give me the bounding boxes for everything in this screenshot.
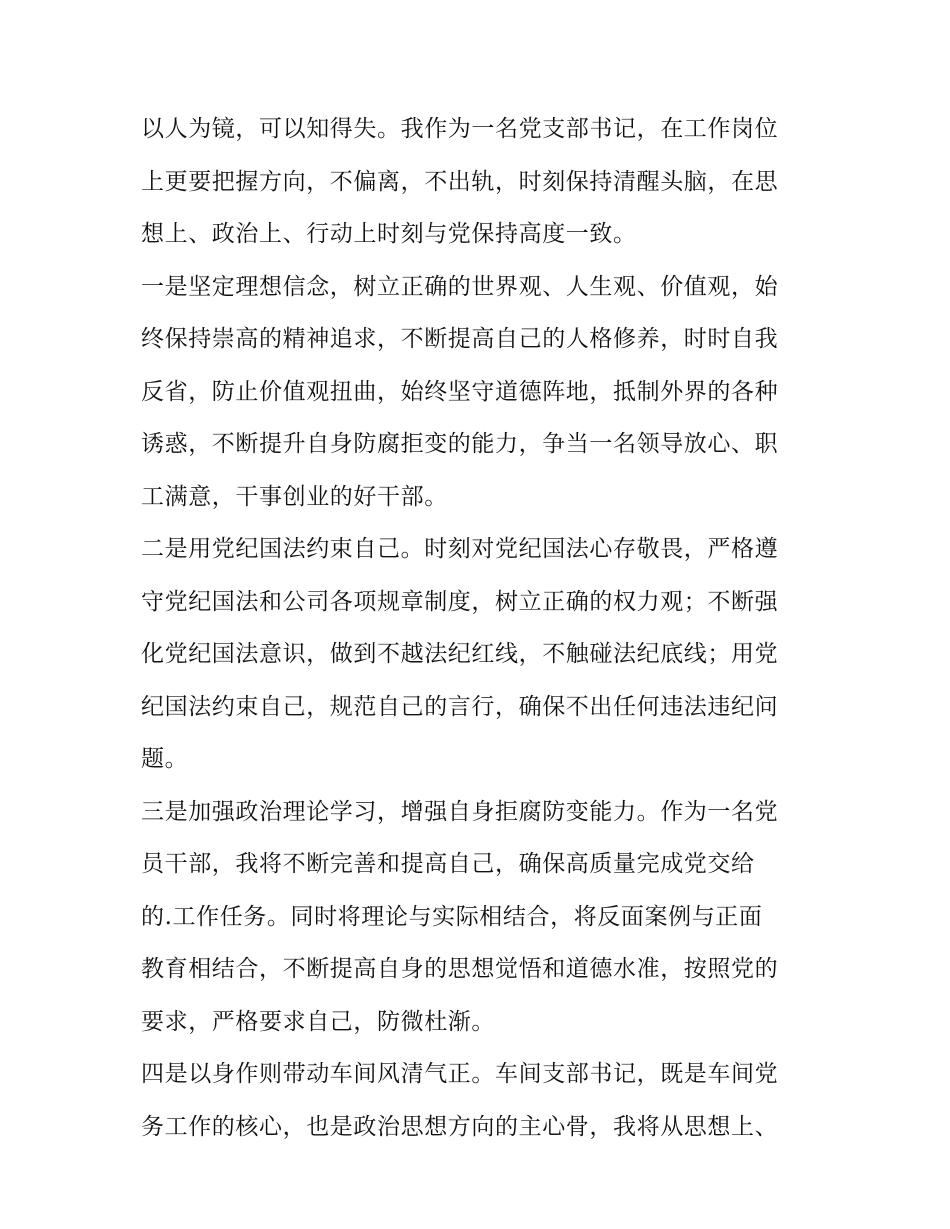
text-line-8: 工满意，干事创业的好干部。 — [141, 483, 448, 510]
text-line-1: 以人为镜，可以知得失。我作为一名党支部书记，在工作岗位 — [141, 116, 779, 142]
text-line-16: 的.工作任务。同时将理论与实际相结合，将反面案例与正面 — [141, 903, 763, 930]
text-line-19: 四是以身作则带动车间风清气正。车间支部书记，既是车间党 — [141, 1061, 779, 1087]
text-line-9: 二是用党纪国法约束自己。时刻对党纪国法心存敬畏，严格遵 — [141, 536, 779, 562]
text-line-18: 要求，严格要求自己，防微杜渐。 — [141, 1008, 495, 1035]
text-line-20: 务工作的核心，也是政治思想方向的主心骨，我将从思想上、 — [141, 1113, 779, 1140]
text-line-12: 纪国法约束自己，规范自己的言行，确保不出任何违法违纪问 — [141, 693, 779, 720]
text-line-10: 守党纪国法和公司各项规章制度，树立正确的权力观；不断强 — [141, 588, 779, 615]
text-line-6: 反省，防止价值观扭曲，始终坚守道德阵地，抵制外界的各种 — [141, 378, 779, 405]
text-line-15: 员干部，我将不断完善和提高自己，确保高质量完成党交给 — [141, 851, 755, 877]
text-line-11: 化党纪国法意识，做到不越法纪红线，不触碰法纪底线；用党 — [141, 641, 779, 667]
text-line-7: 诱惑，不断提升自身防腐拒变的能力，争当一名领导放心、职 — [141, 431, 779, 457]
text-line-13: 题。 — [141, 746, 189, 772]
text-line-17: 教育相结合，不断提高自身的思想觉悟和道德水准，按照党的 — [141, 956, 779, 982]
text-line-4: 一是坚定理想信念，树立正确的世界观、人生观、价值观，始 — [141, 273, 779, 300]
text-line-14: 三是加强政治理论学习，增强自身拒腐防变能力。作为一名党 — [141, 798, 779, 825]
text-line-3: 想上、政治上、行动上时刻与党保持高度一致。 — [141, 221, 637, 247]
text-line-5: 终保持崇高的精神追求，不断提高自己的人格修养，时时自我 — [141, 326, 779, 352]
body-text — [141, 103, 821, 1153]
text-line-2: 上更要把握方向，不偏离，不出轨，时刻保持清醒头脑，在思 — [141, 168, 779, 195]
